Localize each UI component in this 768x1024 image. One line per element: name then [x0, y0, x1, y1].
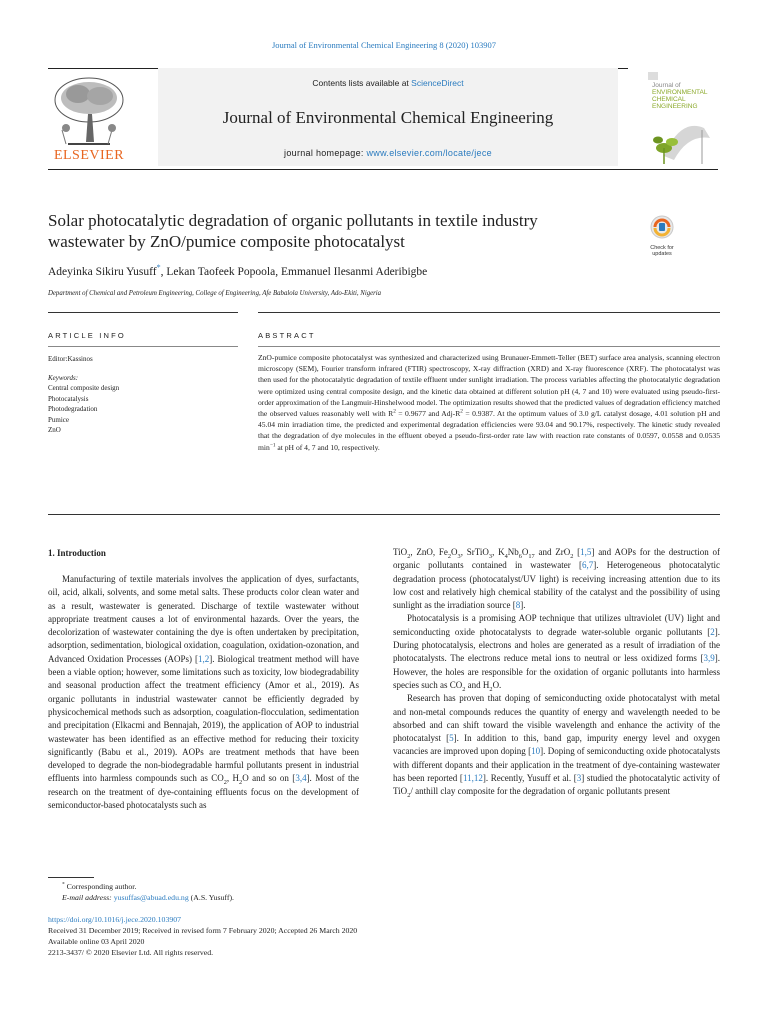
article-info-top-rule — [48, 312, 238, 313]
abstract-text — [258, 352, 720, 453]
subscript: 2 — [570, 552, 574, 560]
keyword: Pumice — [48, 415, 69, 424]
corresponding-author-note — [62, 881, 448, 892]
subscript: 17 — [528, 552, 535, 560]
footnote-mark: * — [62, 881, 65, 888]
reference-link[interactable]: 3,9 — [703, 653, 715, 664]
footnote-text: (A.S. Yusuff). — [188, 893, 234, 902]
keyword: Central composite design — [48, 384, 120, 392]
subscript: 2 — [223, 779, 227, 787]
reference-link[interactable]: 11,12 — [462, 773, 483, 784]
reference-link[interactable]: 3,4 — [295, 773, 307, 784]
masthead-center — [158, 68, 618, 166]
reference-link[interactable]: 8 — [515, 600, 521, 611]
keywords-label: Keywords: — [48, 373, 79, 382]
text-run: / anthill clay composite for the degradation of organic pollutants present — [410, 786, 671, 797]
badge-text — [645, 245, 679, 257]
text-run: O. — [492, 679, 502, 690]
article-metadata — [48, 914, 648, 958]
keyword: Photocatalysis — [48, 394, 89, 403]
subscript: 2 — [489, 685, 493, 693]
footnotes — [48, 881, 448, 903]
text-run: ]. During photocatalysis, electrons and holes are generated as a result of irradiation of the photocatalysts. The electrons reduce metal ions to neutral or less oxidized forms [ — [393, 626, 720, 664]
available-online: Available online 03 April 2020 — [48, 937, 145, 946]
text-run: ]. — [520, 600, 526, 611]
author-list — [48, 263, 668, 278]
cover-line: ENGINEERING — [652, 103, 698, 110]
affiliation: Department of Chemical and Petroleum Engineering, College of Engineering, Afe Babalola University, Ado-Ekiti, Nigeria — [48, 290, 382, 297]
article-info-sub-rule — [48, 346, 238, 347]
text-run: , SrTiO — [460, 547, 489, 557]
abstract-part: = 0.9387. At the optimum values of 3.0 g/L catalyst dosage, 4.01 solution pH and 45.04 min irradiation time, the predicted and experimental degradation efficiencies were 93.04 and 90.17%, respectively. The kinetic study revealed that the degradation of dye molecules in the effluent obeyed a pseudo-first-order rate law with reaction rate constants of 0.0597, 0.0558 and 0.0535 min — [258, 409, 720, 452]
superscript: 2 — [460, 408, 463, 415]
reference-link[interactable]: 10 — [531, 746, 541, 757]
paragraph — [393, 692, 720, 798]
subscript: 3 — [488, 552, 493, 560]
masthead-bottom-rule — [48, 169, 718, 170]
reference-link[interactable]: 5 — [449, 733, 454, 744]
cover-line: ENVIRONMENTAL — [652, 89, 708, 96]
text-run: ]. Recently, Yusuff et al. [ — [482, 773, 577, 784]
subscript: 2 — [407, 552, 411, 560]
text-run: Research has proven that doping of semiconducting oxide photocatalyst with metal and non-metal compounds reduces the quantity of energy and wavelength needed to be absorbed and can shift toward the visible wavelength and enhance the activity of the photocatalyst [ — [393, 693, 720, 744]
badge-line: Check for — [650, 245, 674, 251]
subscript: 2 — [239, 779, 243, 787]
text-run: and H — [465, 679, 490, 690]
email-link[interactable]: yusuffas@abuad.edu.ng — [113, 893, 189, 902]
text-run: ] studied the photocatalytic activity of TiO — [393, 773, 721, 797]
email-note — [62, 892, 448, 903]
article-info — [48, 354, 238, 436]
subscript: 2 — [407, 792, 411, 800]
article-info-heading: ARTICLE INFO — [48, 331, 126, 340]
text-run: TiO — [393, 547, 408, 557]
history-dates: Received 31 December 2019; Received in revised form 7 February 2020; Accepted 26 March 2020 — [48, 926, 358, 935]
contents-prefix: Contents lists available at — [312, 78, 412, 88]
publisher-name: ELSEVIER — [53, 148, 125, 163]
text-run: Manufacturing of textile materials involves the application of dyes, surfactants, oil, acid, alkali, solvents, and some metal salts. These products color clean water and as a result, wastewater is generated. Discharge of textile wastewater without appropriate treatment causes a lot of environmental hazards. Over the years, the decolorization of wastewater containing the dye is often undertaken by precipitation, adsorption, sedimentation, biological oxidation, coagulation, oxidation-ozonation, and Advanced Oxidation Processes (AOPs) [ — [48, 574, 359, 664]
text-run: , K — [492, 547, 505, 557]
paragraph — [393, 612, 720, 692]
reference-link[interactable]: 2 — [710, 626, 715, 637]
sciencedirect-link[interactable]: ScienceDirect — [411, 78, 464, 88]
badge-line: updates — [652, 251, 672, 257]
subscript: 6 — [518, 552, 522, 560]
copyright: 2213-3437/ © 2020 Elsevier Ltd. All rights reserved. — [48, 948, 214, 957]
abstract-sub-rule — [258, 346, 720, 347]
title-line: Solar photocatalytic degradation of organic pollutants in textile industry — [48, 211, 538, 230]
text-run: ]. Biological treatment method will have been a viable option; however, some limitations such as toxicity, low biodegradability and seasonal production affect the treatment efficiency (Amor et al., 2019). As organic pollutants in industrial wastewater cannot be efficiently degraded by physicochemical methods such as adsorption, coagulation-flocculation, sedimentation and precipitation (Elkacmi and Bennajah, 2019), the application of AOP to industrial wastewater has been identified as an effective method for reducing their toxicity significantly (Babu et al., 2019). AOPs are treatment methods that have been developed to degrade the non-biodegradable harmful pollutants present in industrial effluents into harmless compounds such as CO — [48, 653, 359, 784]
abstract-top-rule — [258, 312, 720, 313]
text-run: Photocatalysis is a promising AOP technique that utilizes ultraviolet (UV) light and semiconducting oxide photocatalysts to degrade water-soluble organic pollutants [ — [393, 613, 720, 637]
other-authors: , Lekan Taofeek Popoola, Emmanuel Ilesanmi Aderibigbe — [160, 266, 428, 278]
reference-link[interactable]: 3 — [576, 773, 582, 784]
abstract-part: ZnO-pumice composite photocatalyst was synthesized and characterized using Brunauer-Emmett-Teller (BET) surface area analysis, scanning electron microscopy (SEM), Fourier transform infrared (FTIR) spectroscopy, X-ray diffraction (XRD) and X-ray fluorescence (XRF). The photocatalyst was then used for the photocatalytic degradation of textile effluent under sunlight irradiation. The process variables affecting the photocatalytic degradation were optimized using central composite design, and the kinetic data obtained at different solution pH (4, 7 and 10) were evaluated using pseudo-first-order approximation of the Langmuir-Hinshelwood model. The optimization results showed that the predicted values of degradation efficiency matched the observed values reasonably well with R — [258, 353, 720, 419]
abstract-part: = 0.9677 and Adj-R — [395, 409, 461, 419]
footnote-rule — [48, 877, 94, 878]
text-run: ]. However, the holes are responsible for the oxidation of organic pollutants into harmless species such as CO — [393, 653, 720, 690]
journal-homepage — [158, 148, 618, 158]
masthead — [48, 68, 718, 168]
journal-citation[interactable]: Journal of Environmental Chemical Engineering 8 (2020) 103907 — [271, 40, 497, 50]
subscript: 3 — [457, 552, 461, 560]
title-line: wastewater by ZnO/pumice composite photocatalyst — [48, 232, 405, 251]
subscript: 4 — [504, 552, 508, 560]
cover-journal-name — [652, 82, 708, 110]
doi-link[interactable]: https://doi.org/10.1016/j.jece.2020.103907 — [48, 915, 182, 924]
reference-link[interactable]: 1,5 — [580, 547, 592, 557]
reference-link[interactable]: 6,7 — [582, 560, 594, 571]
text-run: , H — [226, 773, 240, 784]
homepage-link[interactable]: www.elsevier.com/locate/jece — [366, 148, 492, 158]
superscript: 2 — [393, 408, 396, 415]
check-for-updates-badge[interactable] — [645, 214, 679, 258]
keyword: ZnO — [48, 426, 61, 434]
left-column — [48, 573, 359, 812]
email-label: E-mail address: — [62, 893, 114, 902]
abstract-heading: ABSTRACT — [258, 331, 316, 340]
text-run: ]. Heterogeneous photocatalytic degradation process (photocatalyst/UV light) is receiving increasing attention due to its low cost and relatively high chemical stability of the catalyst and the possibility of using sunlight as the irradiation source [ — [393, 560, 720, 611]
cover-line: Journal of — [652, 82, 681, 89]
abstract-bottom-rule — [48, 514, 720, 515]
text-run: ] and AOPs for the destruction of organic pollutants contained in wastewater [ — [393, 547, 721, 571]
corresponding-author-mark[interactable]: * — [156, 263, 161, 273]
author-name[interactable]: Adeyinka Sikiru Yusuff — [48, 266, 157, 278]
keyword: Photodegradation — [48, 405, 98, 413]
subscript: 2 — [447, 552, 452, 560]
tree-of-knowledge-icon — [48, 74, 130, 150]
journal-title: Journal of Environmental Chemical Engineering — [222, 108, 554, 127]
paragraph — [48, 573, 359, 812]
journal-cover[interactable] — [644, 68, 718, 168]
editor-line: Editor:Kassinos — [48, 355, 93, 363]
text-run: ]. Most of the research on the treatment of dye-containing effluents focus on the development of semiconductor-based photocatalysts such as — [48, 773, 360, 811]
footnote-text: Corresponding author. — [64, 882, 137, 891]
text-run: ]. Doping of semiconducting oxide photocatalysts with different dopants and their application in the treatment of dye-containing wastewater has been reported [ — [393, 746, 721, 784]
text-run: Nb — [507, 547, 519, 557]
reference-link[interactable]: 1,2 — [198, 653, 210, 664]
superscript: −1 — [269, 442, 276, 449]
elsevier-logo[interactable] — [48, 74, 130, 166]
section-heading: 1. Introduction — [48, 548, 106, 558]
text-run: O — [521, 547, 529, 557]
text-run: , ZnO, Fe — [410, 547, 448, 557]
text-run: and ZrO — [534, 547, 571, 557]
homepage-prefix: journal homepage: — [284, 148, 367, 158]
contents-line — [158, 78, 618, 88]
text-run: ]. In addition to this, band gap, impurity energy level and oxygen vacancies are improved upon doping [ — [393, 733, 720, 757]
subscript: 2 — [462, 685, 466, 693]
right-column — [393, 546, 720, 799]
text-run: O — [451, 547, 458, 557]
paragraph — [393, 546, 720, 612]
abstract-part: at pH of 4, 7 and 10, respectively. — [275, 442, 380, 452]
text-run: O and so on [ — [242, 773, 296, 784]
cover-line: CHEMICAL — [652, 96, 686, 103]
check-for-updates-icon — [645, 214, 679, 240]
text-run: [ — [573, 547, 581, 557]
paper-title — [48, 210, 628, 252]
